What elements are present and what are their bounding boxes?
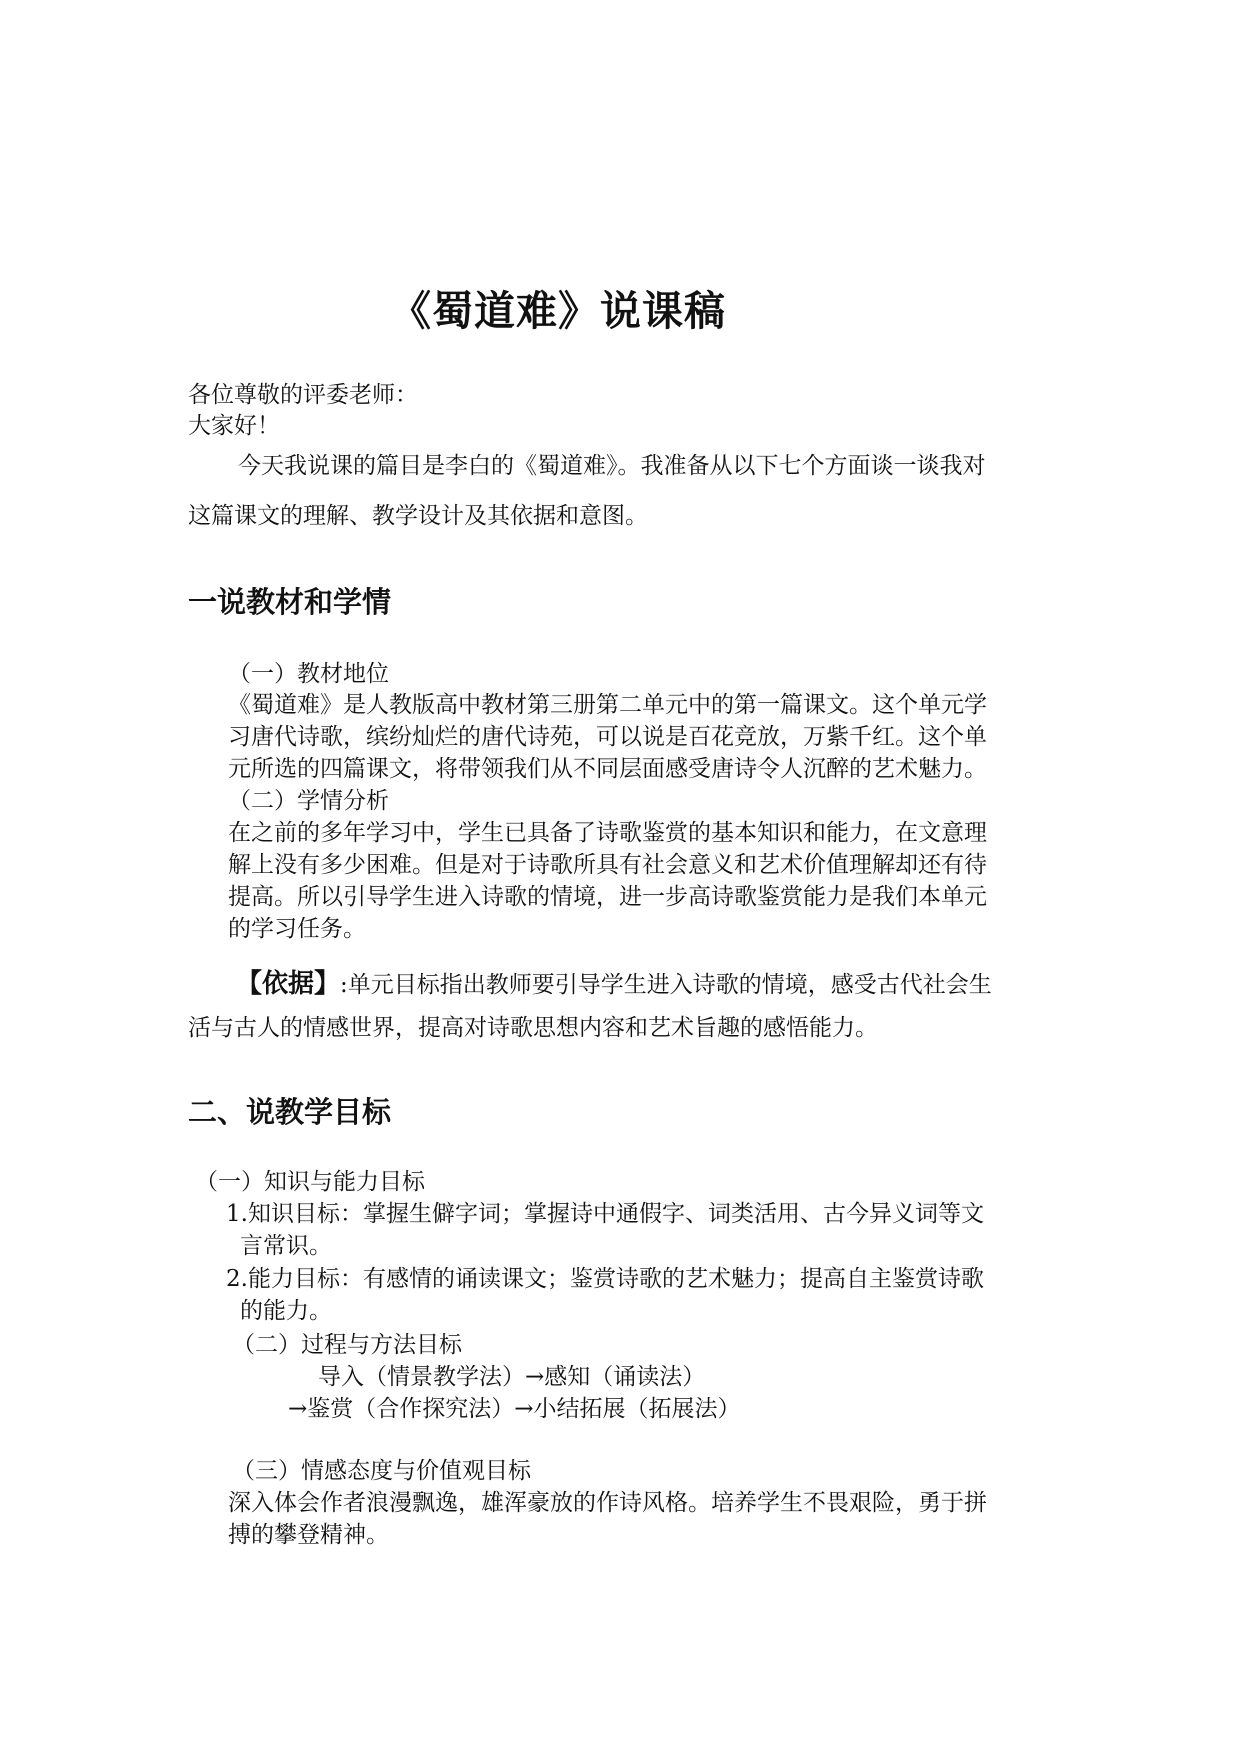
section-1-sub1-line-1: 《蜀道难》是人教版高中教材第三册第二单元中的第一篇课文。这个单元学: [228, 692, 987, 718]
process-line-2: →鉴赏（合作探究法）→小结拓展（拓展法）: [288, 1396, 741, 1422]
section-1-sub2-title: （二）学情分析: [228, 788, 389, 814]
basis-line-1: :单元目标指出教师要引导学生进入诗歌的情境，感受古代社会生: [340, 972, 992, 998]
section-2-sub1-title: （一）知识与能力目标: [195, 1169, 425, 1195]
item-1-line-2: 言常识。: [240, 1233, 332, 1259]
section-2-heading: 二、说教学目标: [188, 1095, 392, 1129]
basis-label: 【依据】: [236, 969, 341, 999]
section-1-sub2-line-1: 在之前的多年学习中，学生已具备了诗歌鉴赏的基本知识和能力，在文意理: [228, 820, 987, 846]
section-1-sub1-line-2: 习唐代诗歌，缤纷灿烂的唐代诗苑，可以说是百花竞放，万紫千红。这个单: [228, 724, 987, 750]
process-line-1: 导入（情景教学法）→感知（诵读法）: [318, 1364, 706, 1390]
intro-line-1: 今天我说课的篇目是李白的《蜀道难》。我准备从以下七个方面谈一谈我对: [238, 453, 986, 479]
item-2-line-2: 的能力。: [240, 1298, 332, 1324]
section-2-sub3-title: （三）情感态度与价值观目标: [232, 1458, 531, 1484]
section-1-sub2-line-2: 解上没有多少困难。但是对于诗歌所具有社会意义和艺术价值理解却还有待: [228, 852, 987, 878]
section-1-sub2-line-3: 提高。所以引导学生进入诗歌的情境，进一步高诗歌鉴赏能力是我们本单元: [228, 884, 987, 910]
item-1-line-1: 1.知识目标：掌握生僻字词；掌握诗中通假字、词类活用、古今异义词等文: [226, 1201, 984, 1227]
basis-line-2: 活与古人的情感世界，提高对诗歌思想内容和艺术旨趣的感悟能力。: [188, 1015, 878, 1041]
basis-paragraph: [236, 963, 992, 1001]
greeting: 各位尊敬的评委老师：: [188, 382, 418, 408]
section-1-sub1-title: （一）教材地位: [228, 661, 389, 687]
section-1-sub1-line-3: 元所选的四篇课文，将带领我们从不同层面感受唐诗令人沉醉的艺术魅力。: [228, 756, 987, 782]
section-2-sub3-line-2: 搏的攀登精神。: [228, 1522, 389, 1548]
section-1-sub2-line-4: 的学习任务。: [228, 916, 366, 942]
intro-line-2: 这篇课文的理解、教学设计及其依据和意图。: [188, 503, 648, 529]
document-title: 《蜀道难》说课稿: [390, 287, 726, 335]
hello: 大家好！: [188, 413, 280, 439]
section-1-heading: 一说教材和学情: [188, 585, 392, 619]
section-2-sub2-title: （二）过程与方法目标: [232, 1332, 462, 1358]
section-2-sub3-line-1: 深入体会作者浪漫飘逸，雄浑豪放的作诗风格。培养学生不畏艰险，勇于拼: [228, 1490, 987, 1516]
item-2-line-1: 2.能力目标：有感情的诵读课文；鉴赏诗歌的艺术魅力；提高自主鉴赏诗歌: [226, 1266, 984, 1292]
